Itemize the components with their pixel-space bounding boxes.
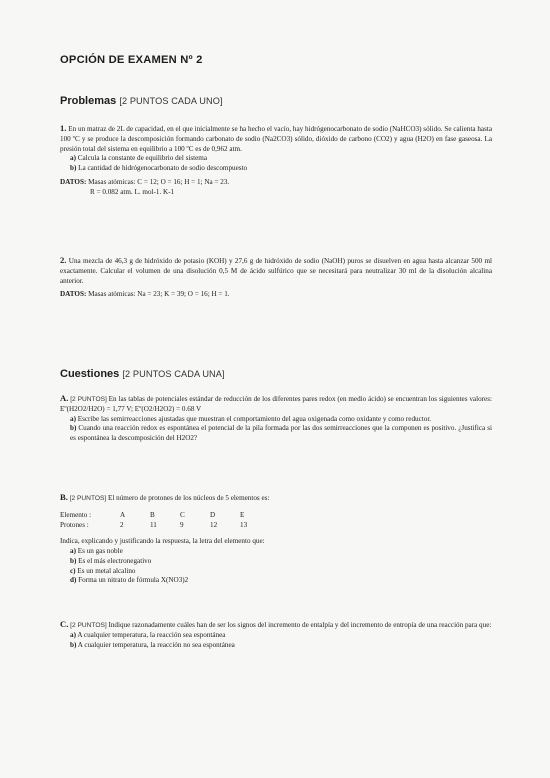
problem-1-datos-1: Masas atómicas: C = 12; O = 16; H = 1; Na = 23. [88,177,230,186]
cuestiones-heading [60,368,225,380]
element-table [60,511,492,531]
question-c-text: Indique razonadamente cuáles han de ser los signos del incremento de entalpía y del incremento de entropía de una reacción para que: [108,621,492,629]
question-b-b: Es el más electronegativo [78,556,152,565]
cuestiones-title: Cuestiones [60,368,120,380]
problem-1-text: En un matraz de 2L de capacidad, en el que inicialmente se ha hecho el vacío, hay hidrógenocarbonato de sodio (NaHCO3) sólido. Se calienta hasta 100 ºC y se produce la descomposición formando carbonato de sodio (Na2CO3) sólido, dióxido de carbono (CO2) y agua (H2O) en fase gaseosa. La presión total del sistema en equilibrio a 100 ºC es de 0,962 atm. [60,125,492,153]
protones-cell: 13 [240,520,248,529]
question-a-points: [2 PUNTOS] [70,396,107,403]
problem-1-b: La cantidad de hidrógenocarbonato de sodio descompuesto [78,164,248,172]
element-cell: D [210,510,216,519]
exam-title: OPCIÓN DE EXAMEN Nº 2 [60,54,203,66]
problem-2-text: Una mezcla de 46,3 g de hidróxido de potasio (KOH) y 27,6 g de hidróxido de sodio (NaOH) puros se disuelven en agua hasta alcanzar 500 ml exactamente. Calcular el volumen de una disolución 0,5 M de ácido sulfúrico que se necesitará para neutralizar 30 ml de la disolución alcalina anterior. [60,257,492,285]
problem-2-datos-label: DATOS: [60,290,87,299]
question-a-a: Escribe las semirreacciones ajustadas que muestran el comportamiento del agua oxigenada como oxidante y como reductor. [77,414,432,423]
question-c-points: [2 PUNTOS] [70,622,107,629]
question-b-a: Es un gas noble [77,547,123,556]
question-c: C. [2 PUNTOS] Indique razonadamente cuáles han de ser los signos del incremento de entalpía y del incremento de entropía de una reacción para que: a) A cualquier temperatura, la reacción sea espontánea b) A cualquier temperatura, la reacción no sea espontánea [60,619,492,649]
question-b-c: Es un metal alcalino [77,566,136,575]
problem-1-datos-2: R = 0.082 atm. L. mol-1. K-1 [90,187,175,196]
element-cell: A [120,510,126,519]
problem-1-number: 1. [60,123,67,133]
question-b-intro: Indica, explicando y justificando la respuesta, la letra del elemento que: [60,537,265,546]
protones-cell: 2 [120,520,124,529]
problem-1: 1. En un matraz de 2L de capacidad, en el que inicialmente se ha hecho el vacío, hay hidrógenocarbonato de sodio (NaHCO3) sólido. Se calienta hasta 100 ºC y se produce la descomposición formando carbonato de sodio (Na2CO3) sólido, dióxido de carbono (CO2) y agua (H2O) en fase gaseosa. La presión total del sistema en equilibrio a 100 ºC es de 0,962 atm. a) Calcula la constante de equilibrio del sistema b) La cantidad de hidrógenocarbonato de sodio descompuesto DATOS: Masas atómicas: C = 12; O = 16; H = 1; Na = 23. R = 0.082 atm. L. mol-1. K-1 [60,123,492,196]
question-a-letter: A. [60,393,69,403]
problem-1-a: Calcula la constante de equilibrio del sistema [77,154,208,163]
question-b-d: Forma un nitrato de fórmula X(NO3)2 [78,576,189,585]
question-c-b: A cualquier temperatura, la reacción no sea espontánea [77,640,235,649]
question-a-text: En las tablas de potenciales estándar de reducción de los diferentes pares redox (en medio ácido) se encuentran los siguientes valores: Eº(H2O2/H2O) = 1,77 V; Eº(O2/H2O2) = 0.68 V [60,395,492,413]
question-b-points: [2 PUNTOS] [69,495,107,502]
element-cell: B [150,510,155,519]
question-c-a: A cualquier temperatura, la reacción sea espontánea [77,630,226,639]
protones-row-label: Protones : [60,520,89,529]
element-cell: E [240,510,245,519]
cuestiones-points: [2 PUNTOS CADA UNA] [122,369,225,379]
question-c-letter: C. [60,619,69,629]
question-b-letter: B. [60,492,68,502]
problem-1-datos-label: DATOS: [60,177,87,186]
question-a-b: Cuando una reacción redox es espontánea el potencial de la pila formada por las dos semirreacciones que la componen es positivo. ¿Justifica si es espontánea la descomposición del H2O2? [70,424,492,442]
question-b-text: El número de protones de los núcleos de 5 elementos es: [108,494,270,502]
element-cell: C [180,510,185,519]
problemas-heading [60,95,223,107]
problem-2 [60,256,492,300]
protones-cell: 12 [210,520,218,529]
protones-cell: 11 [150,520,157,529]
protones-cell: 9 [180,520,184,529]
problemas-title: Problemas [60,95,117,107]
problem-2-number: 2. [60,255,67,265]
element-row-label: Elemento : [60,510,92,519]
question-a: A. [2 PUNTOS] En las tablas de potenciales estándar de reducción de los diferentes pares redox (en medio ácido) se encuentran los siguientes valores: Eº(H2O2/H2O) = 1,77 V; Eº(O2/H2O2) = 0.68 V a) Escribe las semirreacciones ajustadas que muestran el comportamiento del agua oxigenada como oxidante y como reductor. b) Cuando una reacción redox es espontánea el potencial de la pila formada por las dos semirreacciones que la componen es positivo. ¿Justifica si es espontánea la descomposición del H2O2? [60,393,492,442]
problem-2-datos-1: Masas atómicas: Na = 23; K = 39; O = 16; H = 1. [88,290,230,299]
problemas-points: [2 PUNTOS CADA UNO] [119,96,223,106]
question-b: B. [2 PUNTOS] El número de protones de los núcleos de 5 elementos es: Elemento : A B C D E Protones : 2 11 9 12 13 Indica, explicando y justificando la respuesta, la letra del elemento que: a) Es un gas noble b) Es el más electronegativo c) Es un metal alcalino d) Forma un nitrato de fórmula X(NO3)2 [60,493,492,586]
